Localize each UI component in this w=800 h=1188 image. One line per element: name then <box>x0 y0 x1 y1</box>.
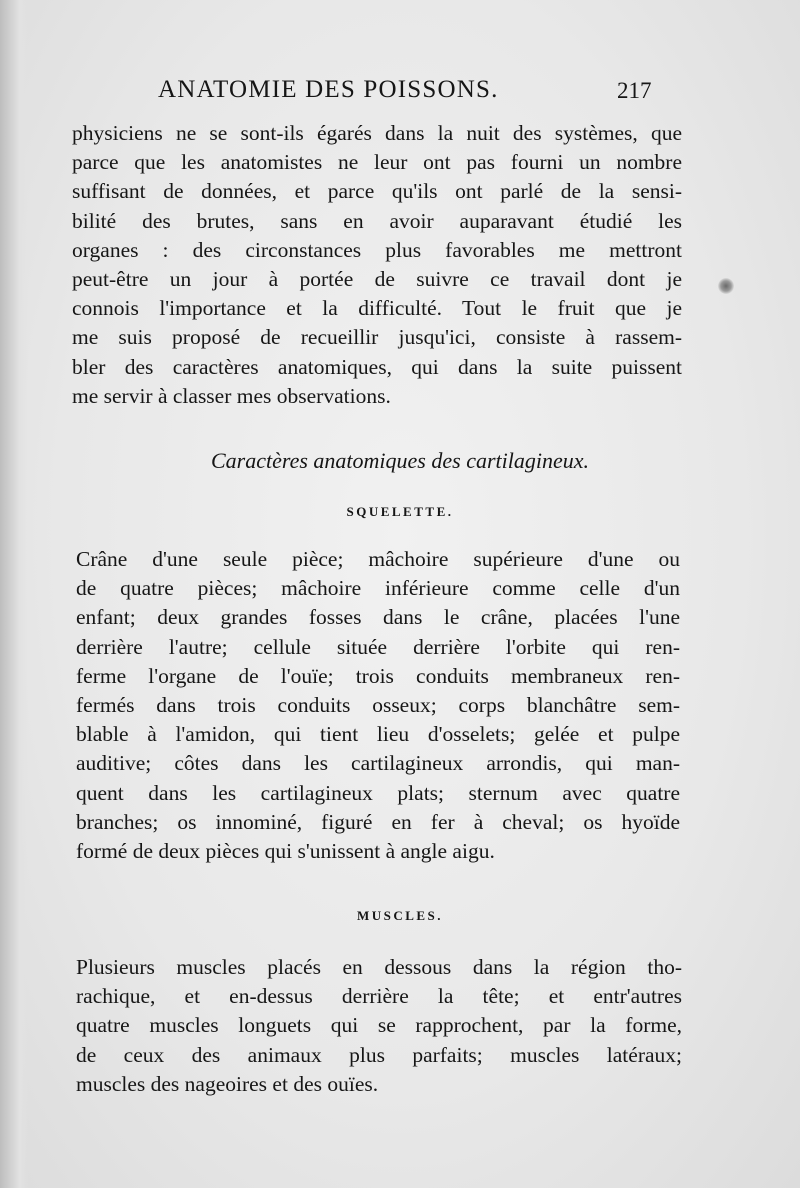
text-line: quatre muscles longuets qui se rapprochent, par la forme, <box>76 1013 682 1038</box>
text-line: connois l'importance et la difficulté. Tout le fruit que je <box>72 296 682 321</box>
ink-spot <box>718 278 734 294</box>
text-line: peut-être un jour à portée de suivre ce travail dont je <box>72 266 682 291</box>
text-line: Plusieurs muscles placés en dessous dans la région tho- <box>76 955 682 979</box>
text-line: de ceux des animaux plus parfaits; muscles latéraux; <box>76 1042 682 1067</box>
text-line: parce que les anatomistes ne leur ont pas fourni un nombre <box>72 150 682 175</box>
text-line: muscles des nageoires et des ouïes. <box>76 1071 379 1096</box>
text-line: physiciens ne se sont-ils égarés dans la nuit des systèmes, que <box>72 121 682 145</box>
text-line: organes : des circonstances plus favorables me mettront <box>72 237 682 262</box>
text-line: blable à l'amidon, qui tient lieu d'osselets; gelée et pulpe <box>76 722 680 747</box>
intro-paragraph <box>72 119 682 411</box>
text-line: formé de deux pièces qui s'unissent à angle aigu. <box>76 838 495 863</box>
page-header <box>0 76 800 116</box>
text-line: auditive; côtes dans les cartilagineux arrondis, qui man- <box>76 751 680 776</box>
text-line: derrière l'autre; cellule située derrière l'orbite qui ren- <box>76 634 680 659</box>
text-line: fermés dans trois conduits osseux; corps blanchâtre sem- <box>76 692 680 717</box>
section-heading: Caractères anatomiques des cartilagineux. <box>210 448 590 473</box>
text-line: rachique, et en-dessus derrière la tête; et entr'autres <box>76 984 682 1009</box>
text-line: bilité des brutes, sans en avoir auparavant étudié les <box>72 208 682 233</box>
text-line: branches; os innominé, figuré en fer à cheval; os hyoïde <box>76 809 680 834</box>
running-title: ANATOMIE DES POISSONS. <box>158 76 499 103</box>
text-line: bler des caractères anatomiques, qui dans la suite puissent <box>72 354 682 379</box>
text-line: Crâne d'une seule pièce; mâchoire supérieure d'une ou <box>76 547 680 571</box>
page-gutter-shadow <box>0 0 28 1188</box>
squelette-paragraph <box>76 545 680 866</box>
text-line: quent dans les cartilagineux plats; sternum avec quatre <box>76 780 680 805</box>
text-line: ferme l'organe de l'ouïe; trois conduits membraneux ren- <box>76 663 680 688</box>
page-number: 217 <box>617 78 652 103</box>
text-line: me suis proposé de recueillir jusqu'ici, consiste à rassem- <box>72 325 682 350</box>
text-line: de quatre pièces; mâchoire inférieure comme celle d'un <box>76 576 680 601</box>
muscles-paragraph <box>76 953 682 1099</box>
text-line: suffisant de données, et parce qu'ils ont parlé de la sensi- <box>72 179 682 204</box>
text-line: me servir à classer mes observations. <box>72 383 391 408</box>
muscles-heading: MUSCLES. <box>356 908 444 923</box>
text-line: enfant; deux grandes fosses dans le crâne, placées l'une <box>76 605 680 630</box>
squelette-heading: SQUELETTE. <box>346 504 454 519</box>
